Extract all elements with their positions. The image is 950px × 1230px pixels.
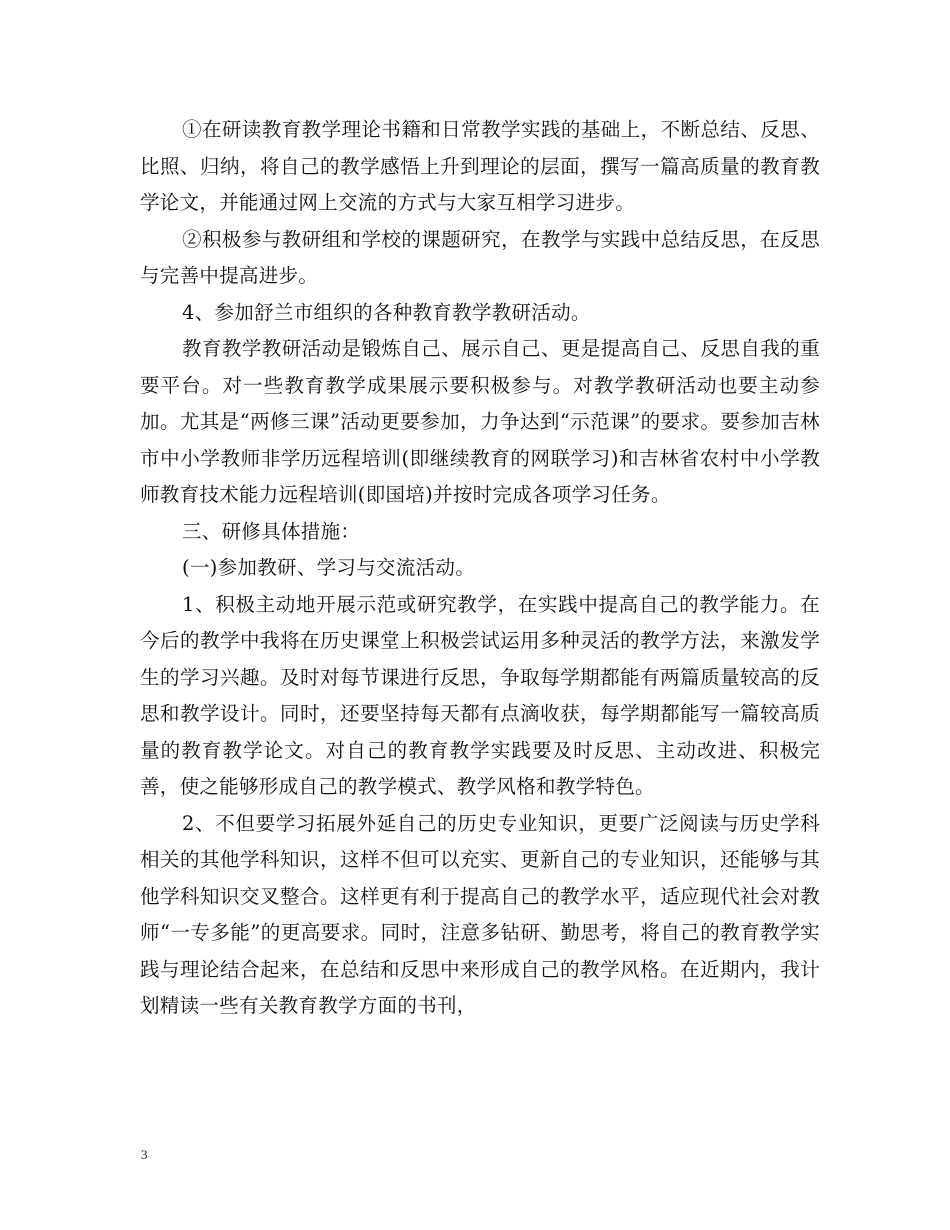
paragraph-measure-1: 1、积极主动地开展示范或研究教学，在实践中提高自己的教学能力。在今后的教学中我将在历史课堂上积极尝试运用多种灵活的教学方法，来激发学生的学习兴趣。及时对每节课进行反思，争取每学期都能有两篇质量较高的反思和教学设计。同时，还要坚持每天都有点滴收获，每学期都能写一篇较高质量的教育教学论文。对自己的教育教学实践要及时反思、主动改进、积极完善，使之能够形成自己的教学模式、教学风格和教学特色。 <box>140 592 820 798</box>
paragraph-theory-writing: ①在研读教育教学理论书籍和日常教学实践的基础上，不断总结、反思、比照、归纳，将自己的教学感悟上升到理论的层面，撰写一篇高质量的教育教学论文，并能通过网上交流的方式与大家互相学习进步。 <box>140 118 820 214</box>
subsection-heading-1: (一)参加教研、学习与交流活动。 <box>182 556 476 579</box>
page-number: 3 <box>141 1147 148 1162</box>
paragraph-measure-2: 2、不但要学习拓展外延自己的历史专业知识，更要广泛阅读与历史学科相关的其他学科知识，这样不但可以充实、更新自己的专业知识，还能够与其他学科知识交叉整合。这样更有利于提高自己的教学水平，适应现代社会对教师“一专多能”的更高要求。同时，注意多钻研、勤思考，将自己的教育教学实践与理论结合起来，在总结和反思中来形成自己的教学风格。在近期内，我计划精读一些有关教育教学方面的书刊， <box>140 811 820 1017</box>
paragraph-item-4-heading: 4、参加舒兰市组织的各种教育教学教研活动。 <box>182 300 591 324</box>
document-body <box>140 112 820 1025</box>
section-heading-measures: 三、研修具体措施： <box>182 519 361 543</box>
paragraph-teaching-activities: 教育教学教研活动是锻炼自己、展示自己、更是提高自己、反思自我的重要平台。对一些教育教学成果展示要积极参与。对教学教研活动也要主动参加。尤其是“两修三课”活动更要参加，力争达到“示范课”的要求。要参加吉林市中小学教师非学历远程培训(即继续教育的网联学习)和吉林省农村中小学教师教育技术能力远程培训(即国培)并按时完成各项学习任务。 <box>140 337 820 506</box>
paragraph-research-participation: ②积极参与教研组和学校的课题研究，在教学与实践中总结反思，在反思与完善中提高进步。 <box>140 227 820 287</box>
